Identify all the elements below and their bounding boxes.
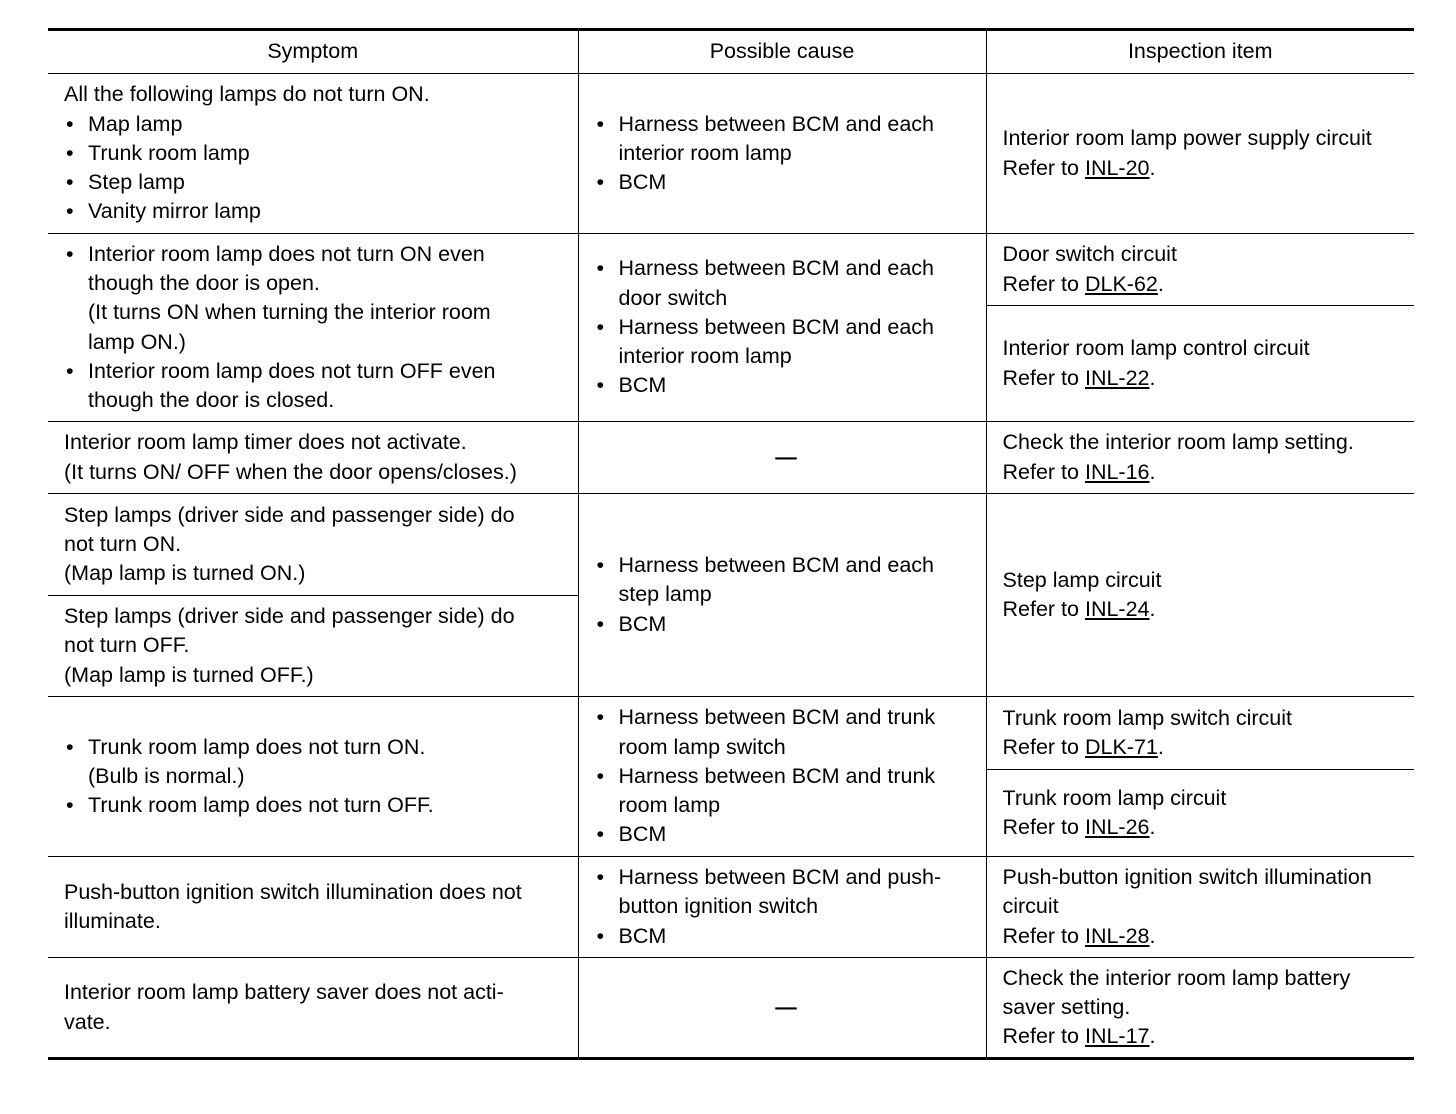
symptom-line: though the door is closed. (88, 388, 335, 413)
cause-line: • BCM (618, 822, 667, 847)
cause-cell (578, 494, 986, 697)
symptom-cell (48, 234, 578, 422)
cause-bullet (595, 820, 978, 849)
cause-line: button ignition switch (618, 894, 819, 919)
inspection-reference: Refer to INL-26. (1002, 815, 1156, 839)
cause-line: step lamp (618, 582, 712, 607)
inspection-reference: Refer to INL-16. (1002, 459, 1156, 484)
header-symptom: Symptom (48, 30, 578, 74)
cause-line: interior room lamp (618, 140, 792, 165)
cause-line: • BCM (618, 611, 667, 636)
inspection-title: saver setting. (1002, 994, 1131, 1019)
refer-to-label: Refer to (1002, 155, 1079, 180)
table-header-row (48, 30, 1414, 74)
cause-line: interior room lamp (618, 344, 792, 369)
refer-to-label: Refer to (1002, 597, 1079, 621)
refer-to-label: Refer to (1002, 271, 1079, 296)
inspection-cell (986, 770, 1414, 857)
cause-bullet (595, 110, 978, 169)
symptom-line: • Interior room lamp does not turn ON even (88, 241, 485, 266)
reference-link[interactable]: INL-22 (1084, 365, 1150, 390)
cause-line: • Harness between BCM and push- (618, 865, 942, 890)
table-row (48, 857, 1414, 958)
refer-to-label: Refer to (1002, 459, 1079, 484)
cause-cell (578, 422, 986, 494)
symptom-line: • Trunk room lamp does not turn OFF. (88, 793, 434, 818)
inspection-reference: Refer to INL-22. (1002, 365, 1156, 390)
dash-mark: — (775, 994, 797, 1019)
symptom-line: lamp ON.) (88, 329, 186, 354)
cause-line: • BCM (618, 923, 667, 948)
symptom-bullet: • Step lamp (64, 168, 570, 197)
refer-to-label: Refer to (1002, 815, 1079, 839)
cause-bullet (595, 371, 978, 400)
cause-line: • BCM (618, 373, 667, 398)
inspection-title: Trunk room lamp circuit (1002, 785, 1227, 810)
inspection-title: Push-button ignition switch illumination (1002, 865, 1372, 890)
symptom-line: (It turns ON when turning the interior room (88, 300, 491, 325)
inspection-cell (986, 958, 1414, 1059)
symptom-line: vate. (64, 1009, 111, 1034)
inspection-title: Check the interior room lamp battery (1002, 965, 1351, 990)
symptom-line: (Map lamp is turned ON.) (64, 561, 306, 586)
inspection-reference: Refer to INL-28. (1002, 923, 1156, 948)
inspection-title: Interior room lamp power supply circuit (1002, 126, 1372, 151)
symptom-cell (48, 958, 578, 1059)
symptom-line: not turn OFF. (64, 633, 190, 658)
symptom-line: (Bulb is normal.) (88, 763, 245, 788)
cause-bullet (595, 168, 978, 197)
cause-line: • Harness between BCM and each (618, 553, 935, 578)
inspection-cell (986, 234, 1414, 306)
cause-line: • Harness between BCM and each (618, 111, 935, 136)
inspection-title: Trunk room lamp switch circuit (1002, 705, 1293, 730)
cause-bullet (595, 863, 978, 922)
reference-link[interactable]: INL-24 (1084, 597, 1150, 621)
symptom-bullet (64, 791, 570, 820)
symptom-cell (48, 494, 578, 596)
symptom-table (48, 28, 1414, 1060)
cause-cell (578, 74, 986, 234)
table-row (48, 958, 1414, 1059)
cause-cell (578, 857, 986, 958)
cause-bullet (595, 254, 978, 313)
table-row (48, 697, 1414, 770)
cause-bullet (595, 922, 978, 951)
symptom-line: though the door is open. (88, 270, 320, 295)
inspection-cell (986, 306, 1414, 422)
symptom-line: (It turns ON/ OFF when the door opens/closes.) (64, 459, 517, 484)
inspection-cell (986, 422, 1414, 494)
symptom-line: not turn ON. (64, 531, 182, 556)
cause-line: room lamp (618, 793, 721, 818)
table-row (48, 422, 1414, 494)
inspection-cell (986, 857, 1414, 958)
table-row (48, 494, 1414, 596)
inspection-reference: Refer to INL-17. (1002, 1024, 1156, 1049)
symptom-bullet: • Map lamp (64, 110, 570, 139)
inspection-cell (986, 494, 1414, 697)
inspection-reference: Refer to INL-24. (1002, 597, 1156, 621)
symptom-line: illuminate. (64, 909, 161, 933)
inspection-cell (986, 697, 1414, 770)
inspection-reference: Refer to INL-20. (1002, 155, 1156, 180)
inspection-title: Interior room lamp control circuit (1002, 336, 1310, 361)
cause-bullet (595, 551, 978, 610)
header-possible-cause: Possible cause (578, 30, 986, 74)
reference-link[interactable]: INL-28 (1084, 923, 1150, 948)
cause-line: door switch (618, 285, 728, 310)
table-row (48, 234, 1414, 306)
symptom-line: Step lamps (driver side and passenger side) do (64, 502, 515, 527)
dash-mark: — (775, 444, 797, 469)
header-inspection-item: Inspection item (986, 30, 1414, 74)
inspection-cell (986, 74, 1414, 234)
reference-link[interactable]: INL-16 (1084, 459, 1150, 484)
inspection-reference: Refer to DLK-62. (1002, 271, 1164, 296)
cause-bullet (595, 610, 978, 639)
reference-link[interactable]: DLK-62 (1084, 271, 1158, 296)
inspection-title: Door switch circuit (1002, 242, 1177, 267)
refer-to-label: Refer to (1002, 1024, 1079, 1049)
cause-cell (578, 958, 986, 1059)
cause-line: • Harness between BCM and each (618, 314, 935, 339)
cause-cell (578, 697, 986, 857)
symptom-cell (48, 74, 578, 234)
refer-to-label: Refer to (1002, 735, 1079, 759)
reference-link[interactable]: DLK-71 (1084, 735, 1158, 759)
refer-to-label: Refer to (1002, 365, 1079, 390)
inspection-title: Check the interior room lamp setting. (1002, 430, 1354, 455)
symptom-line: Step lamps (driver side and passenger side) do (64, 604, 515, 629)
symptom-line: • Interior room lamp does not turn OFF even (88, 358, 496, 383)
reference-link[interactable]: INL-26 (1084, 815, 1150, 839)
inspection-title: circuit (1002, 894, 1059, 919)
symptom-cell (48, 857, 578, 958)
symptom-cell (48, 697, 578, 857)
reference-link[interactable]: INL-20 (1084, 155, 1150, 180)
inspection-title: Step lamp circuit (1002, 567, 1162, 592)
symptom-bullet (64, 240, 570, 357)
cause-line: room lamp switch (618, 734, 786, 759)
reference-link[interactable]: INL-17 (1084, 1024, 1150, 1049)
inspection-reference: Refer to DLK-71. (1002, 735, 1164, 759)
cause-cell (578, 234, 986, 422)
symptom-intro: All the following lamps do not turn ON. (64, 82, 430, 107)
cause-line: • Harness between BCM and each (618, 256, 935, 281)
symptom-line: (Map lamp is turned OFF.) (64, 662, 314, 687)
symptom-line: Interior room lamp timer does not activate. (64, 430, 467, 455)
cause-bullet (595, 762, 978, 821)
cause-line: • Harness between BCM and trunk (618, 705, 936, 730)
table-row (48, 74, 1414, 234)
cause-bullet (595, 703, 978, 762)
symptom-bullet: • Trunk room lamp (64, 139, 570, 168)
refer-to-label: Refer to (1002, 923, 1079, 948)
symptom-cell (48, 422, 578, 494)
cause-line: • Harness between BCM and trunk (618, 763, 936, 788)
cause-bullet (595, 313, 978, 372)
symptom-line: Interior room lamp battery saver does not acti- (64, 980, 504, 1005)
cause-line: • BCM (618, 170, 667, 195)
symptom-bullet (64, 733, 570, 792)
symptom-bullet (64, 357, 570, 416)
symptom-line: • Trunk room lamp does not turn ON. (88, 734, 426, 759)
symptom-cell (48, 596, 578, 697)
symptom-bullet: • Vanity mirror lamp (64, 197, 570, 226)
symptom-line: Push-button ignition switch illumination does not (64, 879, 522, 904)
